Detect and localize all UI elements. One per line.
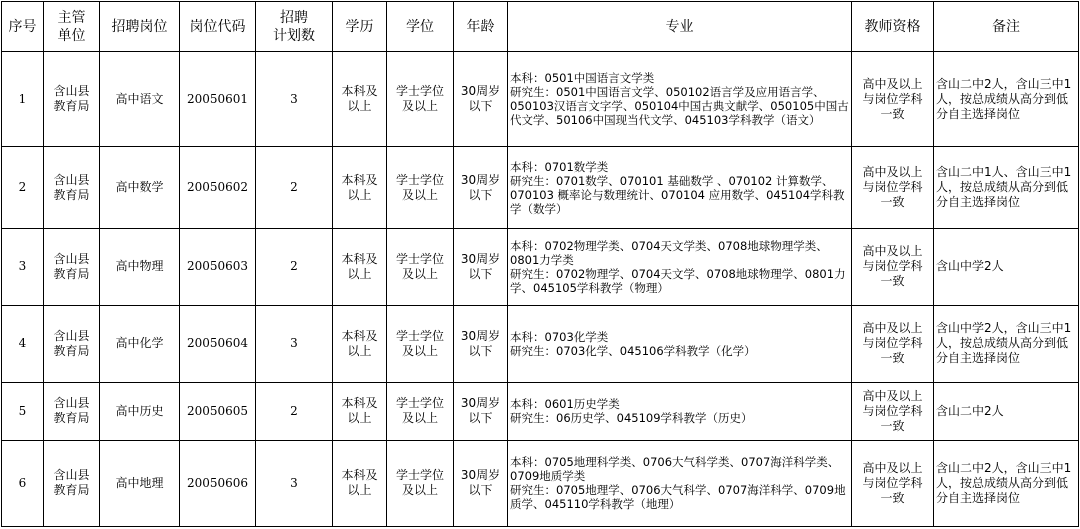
cell-code: 20050602 — [180, 147, 256, 229]
header-no: 序号 — [2, 2, 44, 52]
cell-degree: 学士学位 及以上 — [387, 52, 454, 147]
table-row — [2, 382, 1079, 440]
cell-no: 4 — [2, 305, 44, 382]
cell-major: 本科：0703化学类 研究生：0703化学、045106学科教学（化学） — [508, 305, 852, 382]
cell-major: 本科：0705地理科学类、0706大气科学类、0707海洋科学类、0709地质学类 研究生：0705地理学、0706大气科学、0707海洋科学、0709地质学、045110学科教学（地理） — [508, 440, 852, 526]
cell-education: 本科及 以上 — [333, 440, 387, 526]
cell-age: 30周岁 以下 — [454, 52, 508, 147]
header-major: 专业 — [508, 2, 852, 52]
cell-remarks: 含山中学2人 — [934, 229, 1079, 305]
cell-remarks: 含山二中2人，含山三中1人，按总成绩从高分到低分自主选择岗位 — [934, 440, 1079, 526]
cell-major: 本科：0501中国语言文学类 研究生：0501中国语言文学、050102语言学及应用语言学、050103汉语言文字学、050104中国古典文献学、050105中国古代文学、50106中国现当代文学、045103学科教学（语文） — [508, 52, 852, 147]
header-age: 年龄 — [454, 2, 508, 52]
cell-qualification: 高中及以上 与岗位学科 一致 — [852, 305, 934, 382]
cell-remarks: 含山二中2人，含山三中1人，按总成绩从高分到低分自主选择岗位 — [934, 52, 1079, 147]
cell-qualification: 高中及以上 与岗位学科 一致 — [852, 147, 934, 229]
cell-no: 3 — [2, 229, 44, 305]
cell-no: 1 — [2, 52, 44, 147]
cell-major: 本科：0702物理学类、0704天文学类、0708地球物理学类、0801力学类 研究生：0702物理学、0704天文学、0708地球物理学、0801力学、045105学科教学（物理） — [508, 229, 852, 305]
header-degree: 学位 — [387, 2, 454, 52]
cell-code: 20050606 — [180, 440, 256, 526]
cell-education: 本科及 以上 — [333, 382, 387, 440]
header-row — [2, 2, 1079, 52]
cell-age: 30周岁 以下 — [454, 147, 508, 229]
cell-age: 30周岁 以下 — [454, 440, 508, 526]
cell-code: 20050601 — [180, 52, 256, 147]
cell-qualification: 高中及以上 与岗位学科 一致 — [852, 382, 934, 440]
cell-degree: 学士学位 及以上 — [387, 382, 454, 440]
cell-degree: 学士学位 及以上 — [387, 229, 454, 305]
cell-age: 30周岁 以下 — [454, 382, 508, 440]
header-unit: 主管 单位 — [44, 2, 100, 52]
cell-qualification: 高中及以上 与岗位学科 一致 — [852, 229, 934, 305]
cell-education: 本科及 以上 — [333, 305, 387, 382]
header-qualification: 教师资格 — [852, 2, 934, 52]
header-position: 招聘岗位 — [100, 2, 180, 52]
cell-unit: 含山县 教育局 — [44, 305, 100, 382]
cell-position: 高中语文 — [100, 52, 180, 147]
cell-education: 本科及 以上 — [333, 229, 387, 305]
cell-remarks: 含山二中2人 — [934, 382, 1079, 440]
cell-code: 20050603 — [180, 229, 256, 305]
cell-no: 6 — [2, 440, 44, 526]
header-remarks: 备注 — [934, 2, 1079, 52]
cell-position: 高中物理 — [100, 229, 180, 305]
cell-remarks: 含山二中1人、含山三中1人，按总成绩从高分到低分自主选择岗位 — [934, 147, 1079, 229]
cell-age: 30周岁 以下 — [454, 229, 508, 305]
recruitment-table — [1, 1, 1079, 527]
cell-remarks: 含山中学2人，含山三中1人，按总成绩从高分到低分自主选择岗位 — [934, 305, 1079, 382]
cell-count: 2 — [256, 382, 333, 440]
cell-count: 2 — [256, 147, 333, 229]
cell-qualification: 高中及以上 与岗位学科 一致 — [852, 440, 934, 526]
cell-degree: 学士学位 及以上 — [387, 440, 454, 526]
header-code: 岗位代码 — [180, 2, 256, 52]
cell-position: 高中数学 — [100, 147, 180, 229]
cell-count: 2 — [256, 229, 333, 305]
cell-qualification: 高中及以上 与岗位学科 一致 — [852, 52, 934, 147]
table-row — [2, 52, 1079, 147]
cell-unit: 含山县 教育局 — [44, 147, 100, 229]
cell-unit: 含山县 教育局 — [44, 382, 100, 440]
cell-age: 30周岁 以下 — [454, 305, 508, 382]
table-row — [2, 147, 1079, 229]
cell-education: 本科及 以上 — [333, 147, 387, 229]
cell-position: 高中化学 — [100, 305, 180, 382]
table-row — [2, 229, 1079, 305]
cell-count: 3 — [256, 305, 333, 382]
table-row — [2, 305, 1079, 382]
cell-position: 高中地理 — [100, 440, 180, 526]
header-count: 招聘 计划数 — [256, 2, 333, 52]
cell-degree: 学士学位 及以上 — [387, 147, 454, 229]
cell-no: 2 — [2, 147, 44, 229]
cell-unit: 含山县 教育局 — [44, 52, 100, 147]
cell-education: 本科及 以上 — [333, 52, 387, 147]
header-education: 学历 — [333, 2, 387, 52]
cell-unit: 含山县 教育局 — [44, 229, 100, 305]
cell-count: 3 — [256, 440, 333, 526]
cell-count: 3 — [256, 52, 333, 147]
cell-position: 高中历史 — [100, 382, 180, 440]
cell-unit: 含山县 教育局 — [44, 440, 100, 526]
cell-major: 本科：0701数学类 研究生：0701数学、070101 基础数学 、070102 计算数学、070103 概率论与数理统计、070104 应用数学、045104学科教学（数学） — [508, 147, 852, 229]
table-row — [2, 440, 1079, 526]
cell-major: 本科：0601历史学类 研究生：06历史学、045109学科教学（历史） — [508, 382, 852, 440]
cell-no: 5 — [2, 382, 44, 440]
cell-code: 20050605 — [180, 382, 256, 440]
cell-code: 20050604 — [180, 305, 256, 382]
cell-degree: 学士学位 及以上 — [387, 305, 454, 382]
